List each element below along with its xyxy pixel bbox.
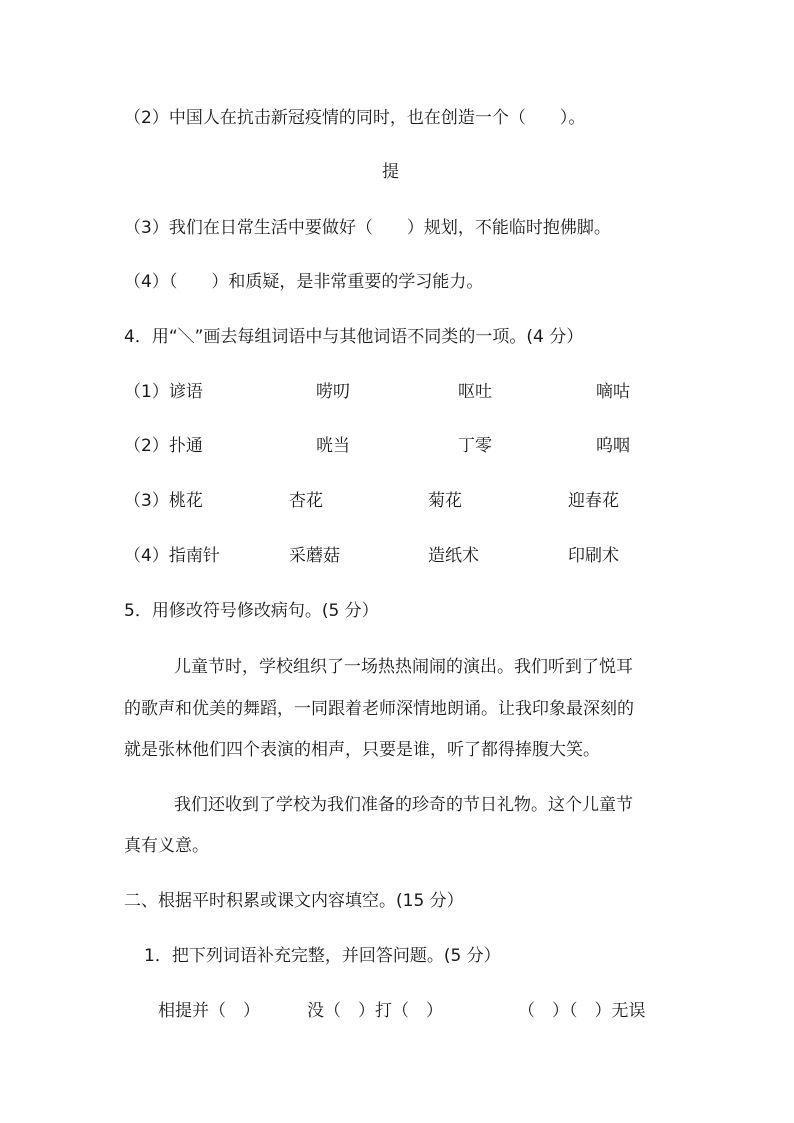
question-3: （3）我们在日常生活中要做好（ ）规划，不能临时抱佛脚。: [124, 218, 611, 238]
word-item: 呜咽: [596, 436, 630, 456]
center-character: 提: [382, 162, 399, 182]
word-item: 丁零: [458, 436, 492, 456]
fill-word: （ ）（ ）无误: [518, 1001, 646, 1021]
section-4-title: 4．用“＼”画去每组词语中与其他词语不同类的一项。(4 分）: [124, 327, 584, 347]
word-item: 嘀咕: [596, 382, 630, 402]
passage-line: 我们还收到了学校为我们准备的珍奇的节日礼物。这个儿童节: [174, 795, 633, 815]
fill-word: 没（ ）打（ ）: [307, 1001, 443, 1021]
question-2: （2）中国人在抗击新冠疫情的同时，也在创造一个（ ）。: [124, 108, 586, 128]
word-group-label: （3）桃花: [124, 491, 203, 511]
word-item: 咣当: [316, 436, 350, 456]
passage-line: 就是张林他们四个表演的相声，只要是谁，听了都得捧腹大笑。: [124, 740, 600, 760]
word-item: 杏花: [289, 491, 323, 511]
part-2-question-1: 1．把下列词语补充完整，并回答问题。(5 分）: [144, 946, 501, 966]
passage-line: 儿童节时，学校组织了一场热热闹闹的演出。我们听到了悦耳: [174, 657, 633, 677]
word-item: 呕吐: [458, 382, 492, 402]
word-item: 菊花: [428, 491, 462, 511]
word-item: 造纸术: [428, 546, 479, 566]
word-group-label: （1）谚语: [124, 382, 203, 402]
question-4: （4）（ ）和质疑，是非常重要的学习能力。: [124, 272, 484, 292]
word-group-label: （2）扑通: [124, 436, 203, 456]
word-item: 印刷术: [568, 546, 619, 566]
word-item: 唠叨: [316, 382, 350, 402]
part-2-title: 二、根据平时积累或课文内容填空。(15 分）: [124, 891, 464, 911]
word-item: 迎春花: [568, 491, 619, 511]
word-group-label: （4）指南针: [124, 546, 220, 566]
section-5-title: 5．用修改符号修改病句。(5 分）: [124, 601, 379, 621]
fill-word: 相提并（ ）: [158, 1001, 260, 1021]
passage-line: 真有义意。: [124, 836, 209, 856]
passage-line: 的歌声和优美的舞蹈，一同跟着老师深情地朗诵。让我印象最深刻的: [124, 699, 634, 719]
word-item: 采蘑菇: [289, 546, 340, 566]
